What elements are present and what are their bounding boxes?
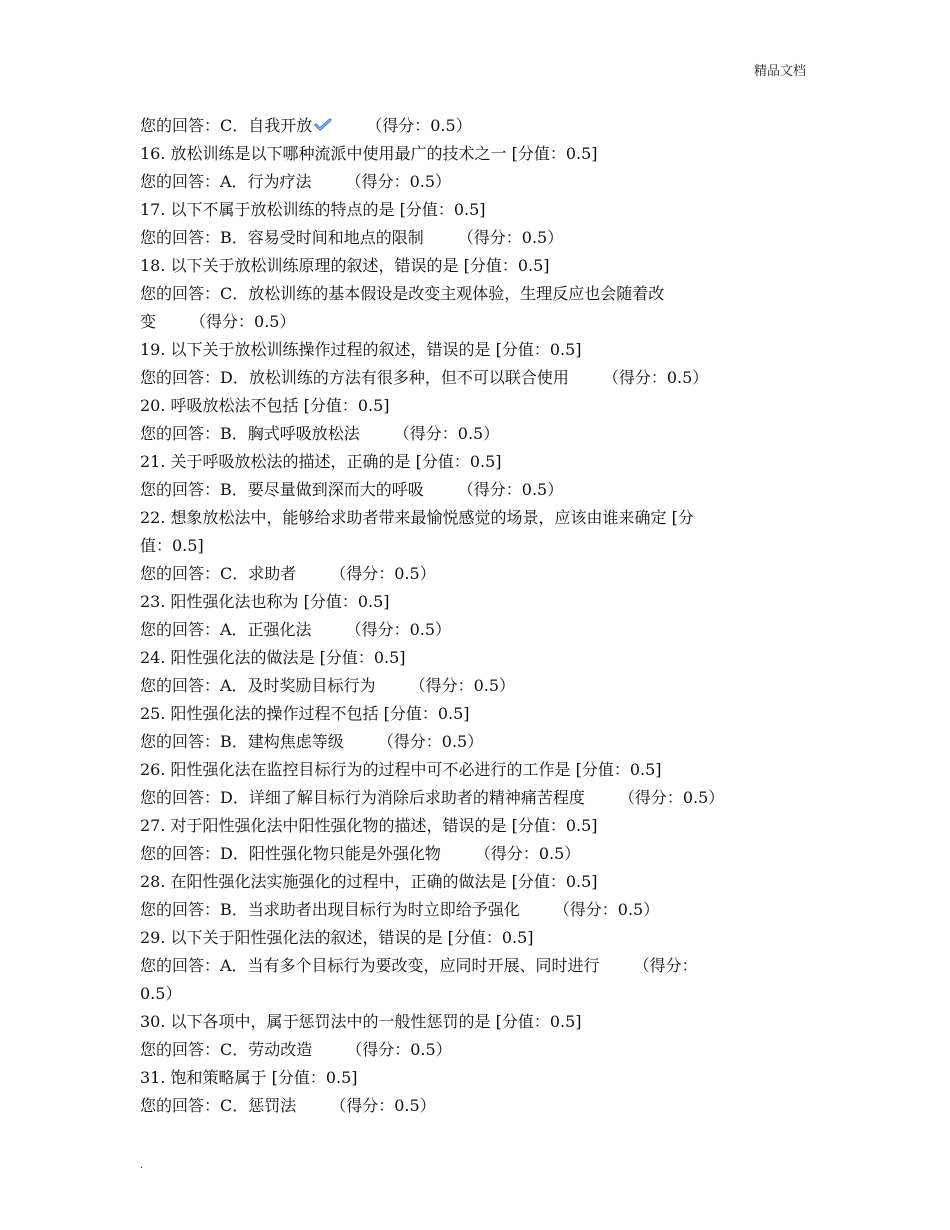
answer-line [140, 280, 800, 308]
question-line [140, 700, 800, 728]
question-line [140, 756, 800, 784]
answer-text: 您的回答：B．要尽量做到深而大的呼吸 [140, 480, 424, 499]
question-text: 18. 以下关于放松训练原理的叙述，错误的是 [分值：0.5] [140, 256, 550, 275]
answer-line [140, 616, 800, 644]
question-line [140, 812, 800, 840]
footer-mark: . [140, 1160, 144, 1171]
answer-line [140, 112, 800, 140]
answer-line [140, 476, 800, 504]
question-text: 24. 阳性强化法的做法是 [分值：0.5] [140, 648, 406, 667]
answer-line [140, 952, 800, 980]
answer-line [140, 840, 800, 868]
question-line [140, 196, 800, 224]
answer-text: 您的回答：C．自我开放 [140, 116, 313, 135]
answer-line [140, 728, 800, 756]
question-line [140, 448, 800, 476]
answer-line [140, 420, 800, 448]
question-text: 值：0.5] [140, 536, 204, 555]
answer-text: 您的回答：A．及时奖励目标行为 [140, 676, 376, 695]
page-header-label: 精品文档 [754, 64, 807, 79]
answer-text: 您的回答：A．当有多个目标行为要改变，应同时开展、同时进行 [140, 956, 600, 975]
question-text: 16. 放松训练是以下哪种流派中使用最广的技术之一 [分值：0.5] [140, 144, 598, 163]
answer-line [140, 1036, 800, 1064]
question-line [140, 532, 800, 560]
question-text: 19. 以下关于放松训练操作过程的叙述，错误的是 [分值：0.5] [140, 340, 582, 359]
answer-text: 您的回答：D．详细了解目标行为消除后求助者的精神痛苦程度 [140, 788, 585, 807]
score-text: （得分：0.5） [366, 116, 472, 135]
question-line [140, 252, 800, 280]
answer-text: 您的回答：B．当求助者出现目标行为时立即给予强化 [140, 900, 520, 919]
answer-line [140, 224, 800, 252]
question-text: 20. 呼吸放松法不包括 [分值：0.5] [140, 396, 390, 415]
question-text: 22. 想象放松法中，能够给求助者带来最愉悦感觉的场景，应该由谁来确定 [分 [140, 508, 694, 527]
score-text: （得分：0.5） [393, 424, 500, 443]
score-text: （得分：0.5） [553, 900, 660, 919]
score-text: （得分：0.5） [602, 368, 709, 387]
answer-text: 您的回答：A．行为疗法 [140, 172, 312, 191]
answer-text: 0.5） [140, 984, 182, 1003]
question-text: 21. 关于呼吸放松法的描述，正确的是 [分值：0.5] [140, 452, 502, 471]
answer-line [140, 308, 800, 336]
question-answer-list [140, 112, 800, 1120]
answer-line [140, 1092, 800, 1120]
question-text: 25. 阳性强化法的操作过程不包括 [分值：0.5] [140, 704, 470, 723]
score-text: （得分：0.5） [377, 732, 484, 751]
answer-text: 您的回答：C．劳动改造 [140, 1040, 313, 1059]
question-line [140, 336, 800, 364]
answer-text: 您的回答：C．放松训练的基本假设是改变主观体验，生理反应也会随着改 [140, 284, 665, 303]
checkmark-icon [314, 113, 332, 127]
score-text: （得分：0.5） [330, 564, 436, 583]
question-line [140, 588, 800, 616]
question-line [140, 504, 800, 532]
answer-line [140, 168, 800, 196]
question-line [140, 140, 800, 168]
score-text: （得分：0.5） [346, 1040, 452, 1059]
question-line [140, 924, 800, 952]
question-line [140, 1064, 800, 1092]
answer-text: 您的回答：C．惩罚法 [140, 1096, 297, 1115]
answer-line [140, 672, 800, 700]
score-text: （得分： [633, 956, 698, 975]
question-text: 27. 对于阳性强化法中阳性强化物的描述，错误的是 [分值：0.5] [140, 816, 598, 835]
answer-text: 您的回答：B．容易受时间和地点的限制 [140, 228, 424, 247]
question-text: 30. 以下各项中，属于惩罚法中的一般性惩罚的是 [分值：0.5] [140, 1012, 582, 1031]
score-text: （得分：0.5） [330, 1096, 436, 1115]
answer-text: 您的回答：D．放松训练的方法有很多种，但不可以联合使用 [140, 368, 569, 387]
question-line [140, 392, 800, 420]
score-text: （得分：0.5） [409, 676, 516, 695]
score-text: （得分：0.5） [457, 480, 564, 499]
score-text: （得分：0.5） [618, 788, 725, 807]
answer-text: 变 [140, 312, 157, 331]
question-line [140, 868, 800, 896]
score-text: （得分：0.5） [190, 312, 296, 331]
answer-text: 您的回答：C．求助者 [140, 564, 297, 583]
answer-line [140, 980, 800, 1008]
question-text: 26. 阳性强化法在监控目标行为的过程中可不必进行的工作是 [分值：0.5] [140, 760, 662, 779]
question-line [140, 644, 800, 672]
answer-text: 您的回答：A．正强化法 [140, 620, 312, 639]
answer-text: 您的回答：B．胸式呼吸放松法 [140, 424, 360, 443]
score-text: （得分：0.5） [474, 844, 581, 863]
question-text: 23. 阳性强化法也称为 [分值：0.5] [140, 592, 390, 611]
question-text: 29. 以下关于阳性强化法的叙述，错误的是 [分值：0.5] [140, 928, 534, 947]
answer-text: 您的回答：B．建构焦虑等级 [140, 732, 344, 751]
question-text: 17. 以下不属于放松训练的特点的是 [分值：0.5] [140, 200, 486, 219]
question-text: 28. 在阳性强化法实施强化的过程中，正确的做法是 [分值：0.5] [140, 872, 598, 891]
answer-text: 您的回答：D．阳性强化物只能是外强化物 [140, 844, 441, 863]
question-line [140, 1008, 800, 1036]
answer-line [140, 364, 800, 392]
answer-line [140, 896, 800, 924]
answer-line [140, 784, 800, 812]
score-text: （得分：0.5） [345, 172, 452, 191]
score-text: （得分：0.5） [457, 228, 564, 247]
score-text: （得分：0.5） [345, 620, 452, 639]
question-text: 31. 饱和策略属于 [分值：0.5] [140, 1068, 358, 1087]
answer-line [140, 560, 800, 588]
